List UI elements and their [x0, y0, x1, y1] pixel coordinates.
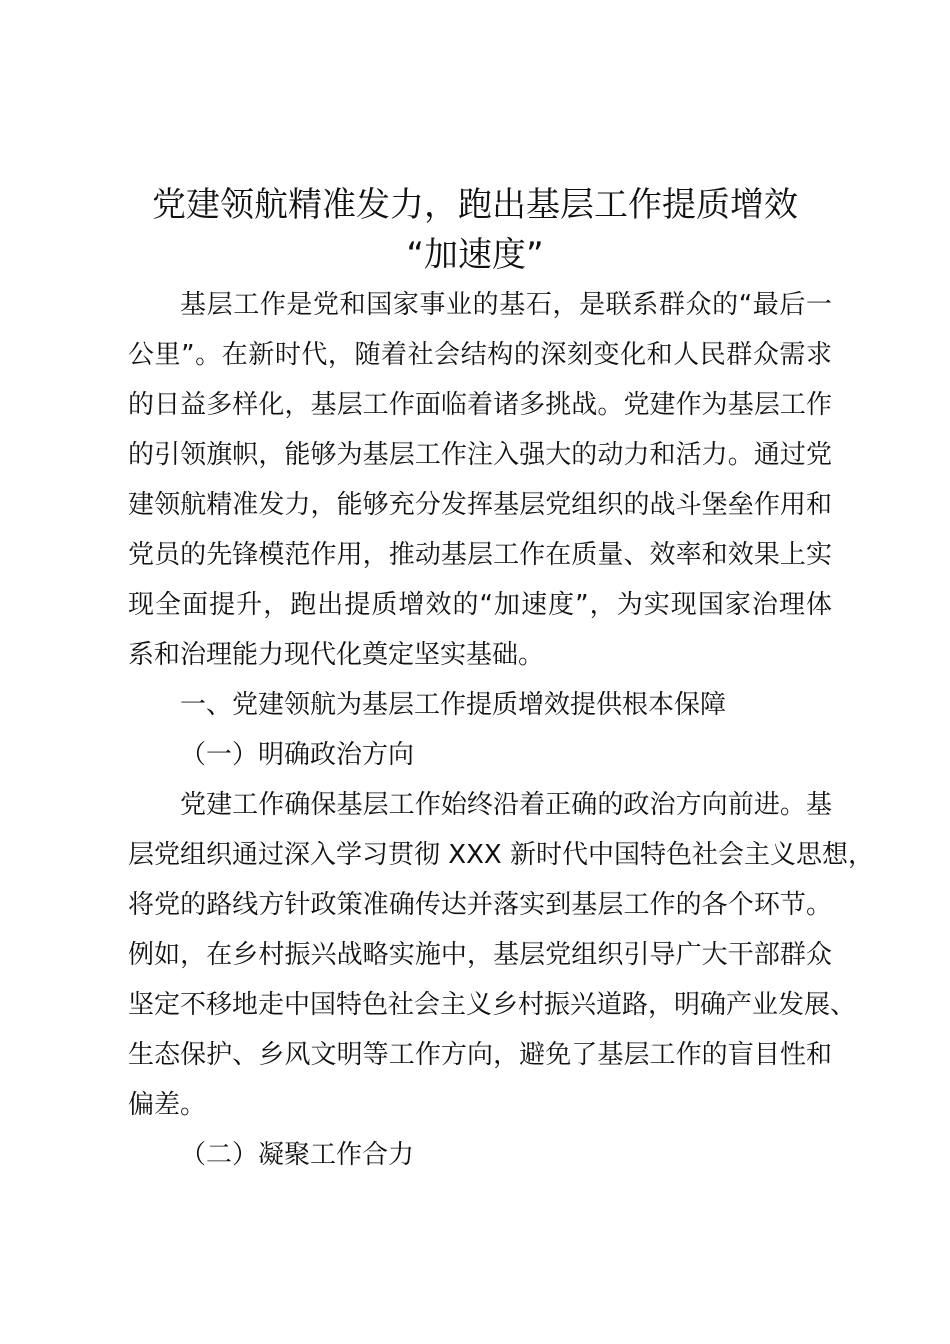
text-line: 党建工作确保基层工作始终沿着正确的政治方向前进。基 [180, 790, 832, 820]
text-line: 的引领旗帜，能够为基层工作注入强大的动力和活力。通过党 [128, 440, 832, 470]
title-line-1: 党建领航精准发力，跑出基层工作提质增效 [152, 185, 798, 225]
text-line: 层党组织通过深入学习贯彻 XXX 新时代中国特色社会主义思想， [128, 840, 874, 870]
text-line: 公里”。在新时代，随着社会结构的深刻变化和人民群众需求 [128, 340, 832, 370]
text-line: 系和治理能力现代化奠定坚实基础。 [128, 640, 545, 670]
section-heading [128, 730, 832, 780]
paragraph [128, 780, 874, 1130]
text-line: 将党的路线方针政策准确传达并落实到基层工作的各个环节。 [128, 890, 832, 920]
title-line-2: “加速度” [406, 235, 544, 275]
text-line: 偏差。 [128, 1090, 207, 1120]
section-heading [128, 1130, 832, 1180]
text-line: 的日益多样化，基层工作面临着诸多挑战。党建作为基层工作 [128, 390, 832, 420]
section-heading [128, 680, 832, 730]
text-line: 党员的先锋模范作用，推动基层工作在质量、效率和效果上实 [128, 540, 832, 570]
text-line: 基层工作是党和国家事业的基石，是联系群众的“最后一 [180, 290, 832, 320]
text-line: （一）明确政治方向 [180, 740, 415, 770]
document-body [128, 280, 874, 1180]
text-line: 现全面提升，跑出提质增效的“加速度”，为实现国家治理体 [128, 590, 832, 620]
text-line: 坚定不移地走中国特色社会主义乡村振兴道路，明确产业发展、 [128, 990, 857, 1020]
text-line: 建领航精准发力，能够充分发挥基层党组织的战斗堡垒作用和 [128, 490, 832, 520]
text-line: 例如，在乡村振兴战略实施中，基层党组织引导广大干部群众 [128, 940, 832, 970]
text-line: 生态保护、乡风文明等工作方向，避免了基层工作的盲目性和 [128, 1040, 832, 1070]
text-line: （二）凝聚工作合力 [180, 1140, 415, 1170]
paragraph [128, 280, 832, 680]
text-line: 一、党建领航为基层工作提质增效提供根本保障 [180, 690, 727, 720]
document-title [0, 180, 950, 280]
